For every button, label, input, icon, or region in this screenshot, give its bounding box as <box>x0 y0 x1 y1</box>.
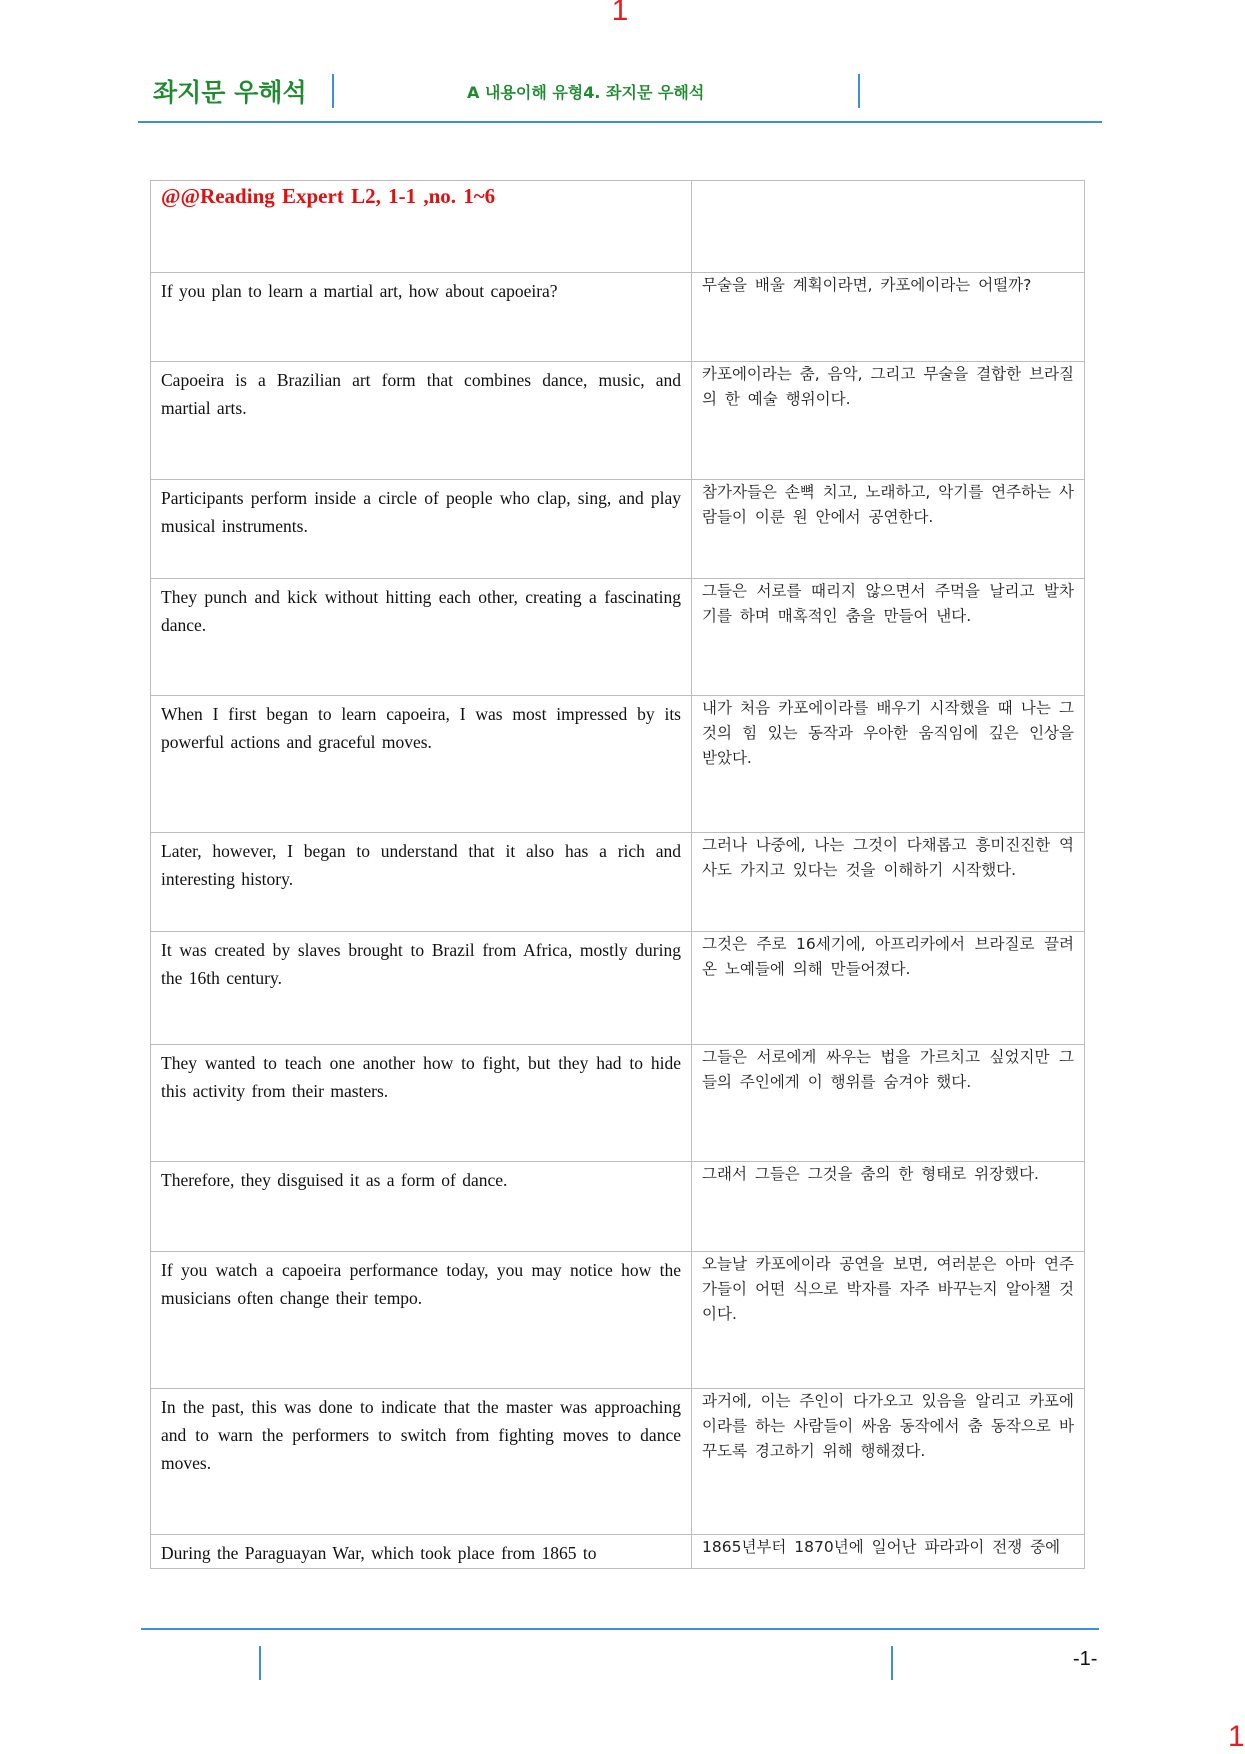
corner-number: 1 <box>1228 1720 1245 1753</box>
table-row <box>151 833 1085 932</box>
table-heading: @@Reading Expert L2, 1-1 ,no. 1~6 <box>151 181 692 273</box>
table-row <box>151 579 1085 696</box>
table-row <box>151 1162 1085 1252</box>
english-sentence: It was created by slaves brought to Brazil from Africa, mostly during the 16th century. <box>151 932 692 1045</box>
korean-translation: 그들은 서로를 때리지 않으면서 주먹을 날리고 발차기를 하며 매혹적인 춤을 만들어 낸다. <box>692 579 1085 696</box>
korean-translation: 그것은 주로 16세기에, 아프리카에서 브라질로 끌려온 노예들에 의해 만들어졌다. <box>692 932 1085 1045</box>
table-row <box>151 480 1085 579</box>
english-sentence: When I first began to learn capoeira, I was most impressed by its powerful actions and graceful moves. <box>151 696 692 833</box>
table-heading-empty-cell <box>692 181 1085 273</box>
footer-divider-left <box>259 1646 261 1680</box>
top-page-number: 1 <box>611 0 629 27</box>
header-subtitle: A 내용이해 유형4. 좌지문 우해석 <box>467 83 705 102</box>
table-row <box>151 1389 1085 1535</box>
english-sentence: They wanted to teach one another how to fight, but they had to hide this activity from their masters. <box>151 1045 692 1162</box>
header-rule <box>138 121 1102 123</box>
header-title: 좌지문 우해석 <box>153 78 307 107</box>
korean-translation: 과거에, 이는 주인이 다가오고 있음을 알리고 카포에이라를 하는 사람들이 싸움 동작에서 춤 동작으로 바꾸도록 경고하기 위해 행해졌다. <box>692 1389 1085 1535</box>
footer-rule <box>141 1628 1099 1630</box>
english-sentence: Capoeira is a Brazilian art form that combines dance, music, and martial arts. <box>151 362 692 480</box>
english-sentence: If you plan to learn a martial art, how about capoeira? <box>151 273 692 362</box>
table-row <box>151 1252 1085 1389</box>
english-sentence: Participants perform inside a circle of people who clap, sing, and play musical instruments. <box>151 480 692 579</box>
english-sentence: If you watch a capoeira performance today, you may notice how the musicians often change their tempo. <box>151 1252 692 1389</box>
table-heading-row <box>151 181 1085 273</box>
korean-translation: 그러나 나중에, 나는 그것이 다채롭고 흥미진진한 역사도 가지고 있다는 것을 이해하기 시작했다. <box>692 833 1085 932</box>
header-divider-right <box>858 74 860 108</box>
korean-translation: 그들은 서로에게 싸우는 법을 가르치고 싶었지만 그들의 주인에게 이 행위를 숨겨야 했다. <box>692 1045 1085 1162</box>
korean-translation: 무술을 배울 계획이라면, 카포에이라는 어떨까? <box>692 273 1085 362</box>
korean-translation: 내가 처음 카포에이라를 배우기 시작했을 때 나는 그것의 힘 있는 동작과 우아한 움직임에 깊은 인상을 받았다. <box>692 696 1085 833</box>
korean-translation: 오늘날 카포에이라 공연을 보면, 여러분은 아마 연주가들이 어떤 식으로 박자를 자주 바꾸는지 알아챌 것이다. <box>692 1252 1085 1389</box>
korean-translation: 그래서 그들은 그것을 춤의 한 형태로 위장했다. <box>692 1162 1085 1252</box>
table-row <box>151 1535 1085 1569</box>
english-sentence: During the Paraguayan War, which took place from 1865 to <box>151 1535 692 1569</box>
english-sentence: They punch and kick without hitting each other, creating a fascinating dance. <box>151 579 692 696</box>
footer-page-number: -1- <box>1073 1648 1098 1670</box>
table-row <box>151 696 1085 833</box>
translation-table <box>150 180 1085 1569</box>
english-sentence: In the past, this was done to indicate that the master was approaching and to warn the performers to switch from fighting moves to dance moves. <box>151 1389 692 1535</box>
english-sentence: Therefore, they disguised it as a form of dance. <box>151 1162 692 1252</box>
korean-translation: 참가자들은 손뼉 치고, 노래하고, 악기를 연주하는 사람들이 이룬 원 안에서 공연한다. <box>692 480 1085 579</box>
table-row <box>151 273 1085 362</box>
korean-translation: 카포에이라는 춤, 음악, 그리고 무술을 결합한 브라질의 한 예술 행위이다. <box>692 362 1085 480</box>
table-row <box>151 932 1085 1045</box>
table-row <box>151 1045 1085 1162</box>
header-divider-left <box>332 74 334 108</box>
korean-translation: 1865년부터 1870년에 일어난 파라과이 전쟁 중에 <box>692 1535 1085 1569</box>
footer-divider-right <box>891 1646 893 1680</box>
table-row <box>151 362 1085 480</box>
english-sentence: Later, however, I began to understand that it also has a rich and interesting history. <box>151 833 692 932</box>
